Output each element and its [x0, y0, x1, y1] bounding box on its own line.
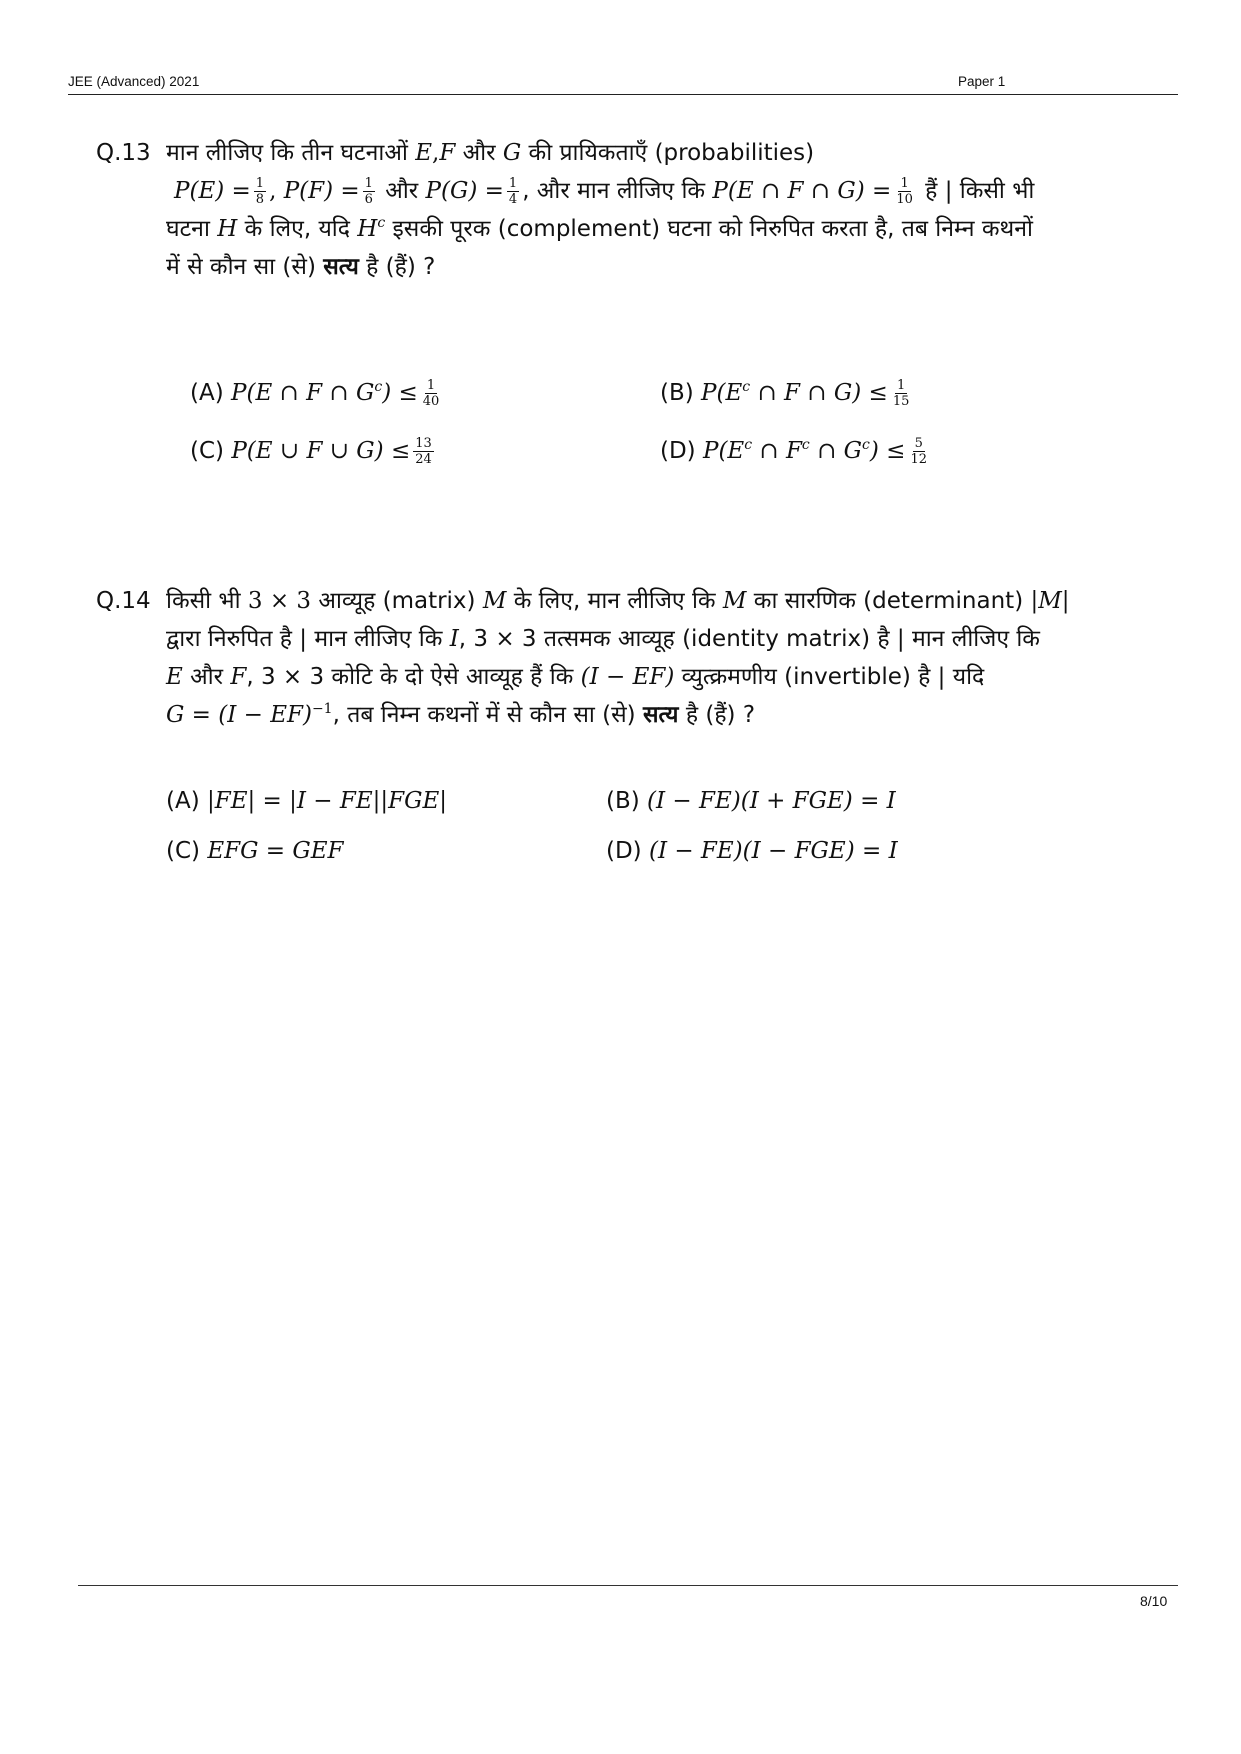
math: (I − FE)(I − FGE) = I [648, 838, 898, 864]
math: ) ≤ [382, 380, 418, 406]
superscript: c [744, 437, 753, 453]
numerator: 1 [900, 176, 909, 191]
option-label: (A) [166, 788, 207, 814]
option-label: (C) [190, 438, 232, 464]
bold-text: सत्य [642, 702, 679, 728]
denominator: 4 [508, 192, 518, 207]
q13-option-a [190, 378, 444, 409]
superscript: c [801, 437, 810, 453]
math: P(F) = [283, 178, 360, 204]
text: इसकी पूरक (complement) घटना को निरुपित करता है, तब निम्न कथनों [385, 216, 1033, 242]
text: के लिए, मान लीजिए कि [506, 588, 723, 614]
page-number: 8/10 [1140, 1593, 1168, 1609]
fraction [908, 436, 929, 467]
math: 3 × 3 [247, 588, 312, 614]
text: आव्यूह (matrix) [311, 588, 483, 614]
math: |FE| = |I − FE||FGE| [207, 788, 447, 814]
option-label: (C) [166, 838, 208, 864]
text: व्युत्क्रमणीय (invertible) है | यदि [674, 664, 985, 690]
question-text [166, 582, 1096, 734]
text: है (हैं) ? [358, 254, 436, 280]
numerator: 1 [364, 176, 373, 191]
math: F [439, 140, 456, 166]
denominator: 15 [892, 394, 910, 409]
q13-option-d [660, 436, 932, 467]
math: P(E ∩ F ∩ G [231, 380, 375, 406]
math: F [230, 664, 247, 690]
fraction [254, 176, 266, 207]
option-label: (D) [660, 438, 703, 464]
math: P(E [702, 438, 745, 464]
math: ) ≤ [869, 438, 906, 464]
q13-option-c [190, 436, 437, 467]
math: EFG = GEF [207, 838, 344, 864]
text: और [182, 664, 231, 690]
question-number: Q.14 [96, 588, 151, 614]
superscript: c [374, 379, 383, 395]
denominator: 40 [422, 394, 440, 409]
math: P(G) = [425, 178, 504, 204]
option-label: (A) [190, 380, 231, 406]
option-label: (B) [606, 788, 648, 814]
text: है (हैं) ? [678, 702, 756, 728]
question-text [166, 134, 1096, 286]
text: हैं | किसी भी [917, 178, 1035, 204]
comma: , [269, 178, 284, 204]
fraction [894, 176, 915, 207]
math: |M| [1030, 588, 1070, 614]
option-label: (B) [660, 380, 702, 406]
text: मान लीजिए कि तीन घटनाओं [166, 140, 416, 166]
exam-title: JEE (Advanced) 2021 [68, 74, 200, 89]
footer-rule [78, 1585, 1178, 1586]
math: ∩ G [809, 438, 863, 464]
text: किसी भी [166, 588, 248, 614]
numerator: 5 [914, 436, 923, 451]
option-label: (D) [606, 838, 649, 864]
math: M [482, 588, 507, 614]
superscript: c [377, 215, 386, 231]
question-number: Q.13 [96, 140, 151, 166]
text: और [377, 178, 426, 204]
superscript: −1 [311, 701, 333, 717]
bold-text: सत्य [323, 254, 359, 280]
q14-option-c [166, 838, 343, 864]
text: घटना [166, 216, 218, 242]
q14-option-a [166, 788, 447, 814]
text: के लिए, यदि [237, 216, 358, 242]
numerator: 1 [426, 378, 436, 393]
math: ∩ F [752, 438, 802, 464]
paper-label: Paper 1 [958, 74, 1006, 89]
superscript: c [742, 379, 751, 395]
numerator: 13 [415, 436, 432, 451]
denominator: 6 [364, 192, 373, 207]
numerator: 1 [508, 176, 518, 191]
math: E [415, 140, 432, 166]
denominator: 8 [255, 192, 265, 207]
text: द्वारा निरुपित है | मान लीजिए कि [166, 626, 450, 652]
denominator: 10 [896, 192, 913, 207]
numerator: 1 [255, 176, 265, 191]
q14-option-b [606, 788, 896, 814]
text: का सारणिक (determinant) [746, 588, 1031, 614]
fraction [363, 176, 375, 207]
math: (I − FE)(I + FGE) = I [647, 788, 896, 814]
text: की प्रायिकताएँ (probabilities) [521, 140, 815, 166]
page-header [68, 72, 1178, 95]
math: M [722, 588, 747, 614]
text: , और मान लीजिए कि [522, 178, 713, 204]
fraction [421, 378, 442, 409]
denominator: 12 [910, 452, 927, 467]
math: P(E [701, 380, 743, 406]
superscript: c [862, 437, 870, 453]
text: और [455, 140, 503, 166]
math: H [357, 216, 378, 242]
math: G [502, 140, 522, 166]
text: , 3 × 3 कोटि के दो ऐसे आव्यूह हैं कि [246, 664, 581, 690]
math: I [449, 626, 459, 652]
fraction [507, 176, 519, 207]
fraction [413, 436, 434, 467]
math: P(E) = [174, 178, 251, 204]
text: , 3 × 3 तत्समक आव्यूह (identity matrix) है | मान लीजिए कि [458, 626, 1040, 652]
math: H [217, 216, 238, 242]
math: P(E ∩ F ∩ G) = [712, 178, 892, 204]
q13-option-b [660, 378, 914, 409]
math: (I − EF) [580, 664, 675, 690]
math: G = (I − EF) [166, 702, 312, 728]
math: ∩ F ∩ G) ≤ [750, 380, 888, 406]
fraction [891, 378, 912, 409]
numerator: 1 [896, 378, 906, 393]
q14-option-d [606, 838, 898, 864]
math: P(E ∪ F ∪ G) ≤ [231, 438, 411, 464]
text: , तब निम्न कथनों में से कौन सा (से) [332, 702, 643, 728]
denominator: 24 [415, 452, 432, 467]
comma: , [432, 140, 440, 166]
text: में से कौन सा (से) [166, 254, 324, 280]
math: E [166, 664, 183, 690]
